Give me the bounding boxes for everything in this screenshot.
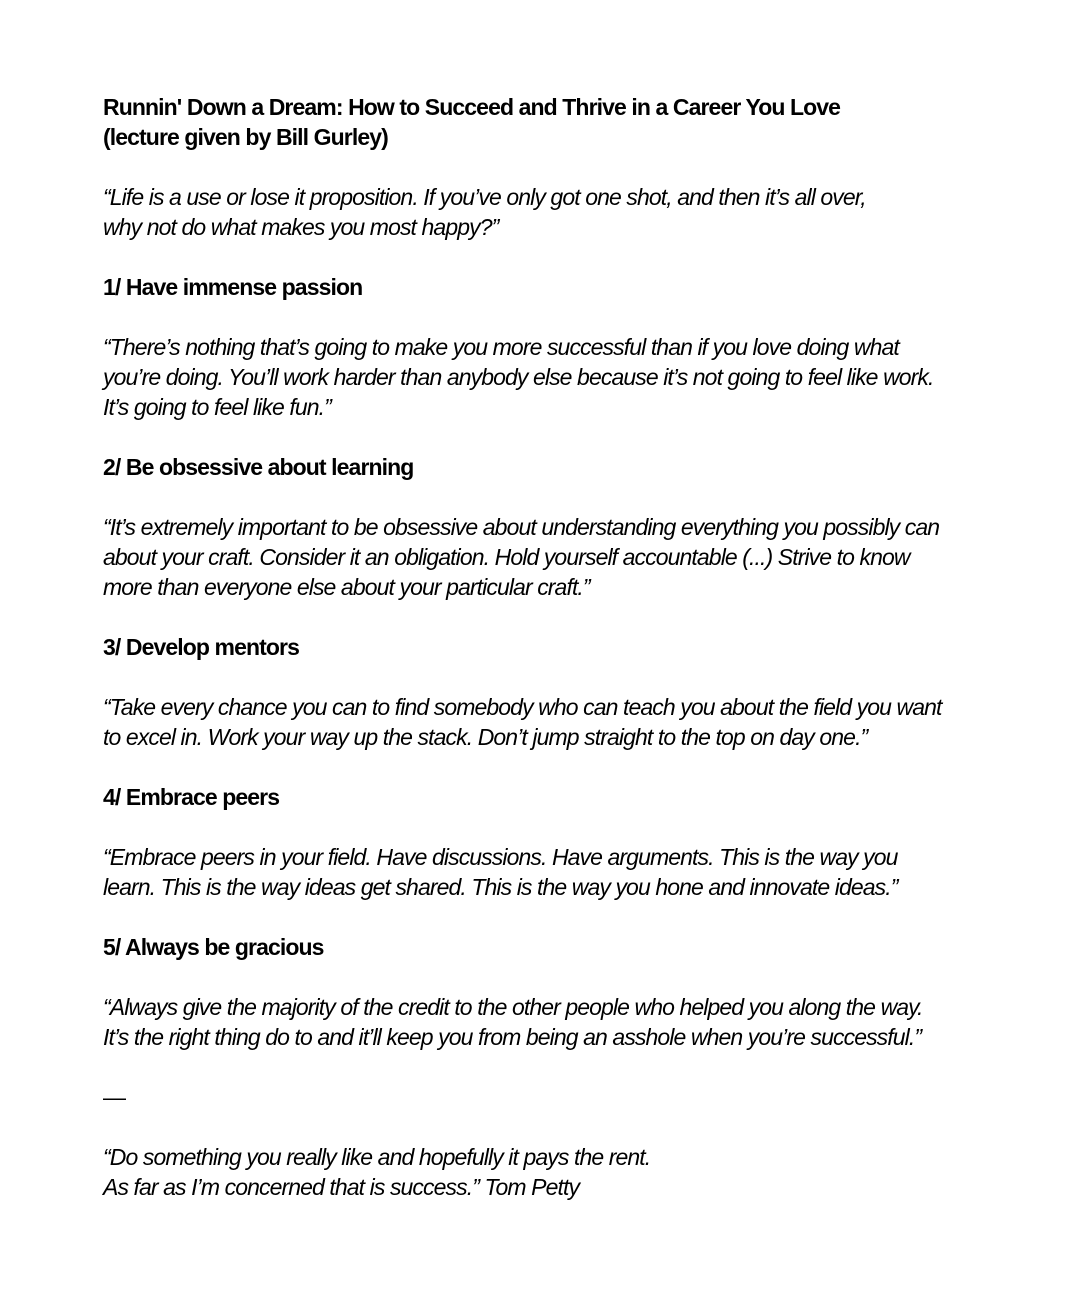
spacer xyxy=(103,1112,1003,1142)
title-line: (lecture given by Bill Gurley) xyxy=(103,124,388,150)
spacer xyxy=(103,242,1003,272)
spacer xyxy=(103,482,1003,512)
section-quote-line: learn. This is the way ideas get shared. This is the way you hone and innovate ideas.” xyxy=(103,874,898,900)
closing-line: As far as I’m concerned that is success.” Tom Petty xyxy=(103,1174,580,1200)
section-quote-line: about your craft. Consider it an obligation. Hold yourself accountable (...) Strive to know xyxy=(103,544,910,570)
document-page xyxy=(103,92,1003,1202)
spacer xyxy=(103,1052,1003,1082)
spacer xyxy=(103,422,1003,452)
spacer xyxy=(103,662,1003,692)
section-quote-line: It’s the right thing do to and it’ll keep you from being an asshole when you’re successful.” xyxy=(103,1024,922,1050)
spacer xyxy=(103,812,1003,842)
title-line: Runnin' Down a Dream: How to Succeed and Thrive in a Career You Love xyxy=(103,94,841,120)
epigraph-line: why not do what makes you most happy?” xyxy=(103,214,499,240)
section-learning xyxy=(103,452,1003,602)
section-mentors xyxy=(103,632,1003,752)
spacer xyxy=(103,152,1003,182)
section-peers xyxy=(103,782,1003,902)
section-heading: 4/ Embrace peers xyxy=(103,784,280,810)
section-heading: 3/ Develop mentors xyxy=(103,634,299,660)
section-divider: — xyxy=(103,1084,126,1110)
section-passion xyxy=(103,272,1003,422)
epigraph-quote xyxy=(103,182,1003,242)
section-quote-line: to excel in. Work your way up the stack. Don’t jump straight to the top on day one.” xyxy=(103,724,868,750)
closing-line: “Do something you really like and hopefully it pays the rent. xyxy=(103,1144,651,1170)
section-quote-line: It’s going to feel like fun.” xyxy=(103,394,331,420)
document-title xyxy=(103,92,1003,152)
spacer xyxy=(103,902,1003,932)
section-heading: 5/ Always be gracious xyxy=(103,934,324,960)
section-gracious xyxy=(103,932,1003,1052)
section-quote-line: “Take every chance you can to find somebody who can teach you about the field you want xyxy=(103,694,942,720)
spacer xyxy=(103,602,1003,632)
section-quote-line: “Always give the majority of the credit to the other people who helped you along the way. xyxy=(103,994,923,1020)
spacer xyxy=(103,302,1003,332)
closing-quote xyxy=(103,1142,1003,1202)
section-quote-line: you’re doing. You’ll work harder than anybody else because it’s not going to feel like work. xyxy=(103,364,934,390)
section-heading: 1/ Have immense passion xyxy=(103,274,363,300)
section-heading: 2/ Be obsessive about learning xyxy=(103,454,414,480)
section-quote-line: “Embrace peers in your field. Have discussions. Have arguments. This is the way you xyxy=(103,844,898,870)
spacer xyxy=(103,752,1003,782)
section-quote-line: “It’s extremely important to be obsessive about understanding everything you possibly can xyxy=(103,514,940,540)
section-quote-line: “There’s nothing that’s going to make you more successful than if you love doing what xyxy=(103,334,899,360)
section-quote-line: more than everyone else about your particular craft.” xyxy=(103,574,590,600)
spacer xyxy=(103,962,1003,992)
epigraph-line: “Life is a use or lose it proposition. If you’ve only got one shot, and then it’s all over, xyxy=(103,184,866,210)
